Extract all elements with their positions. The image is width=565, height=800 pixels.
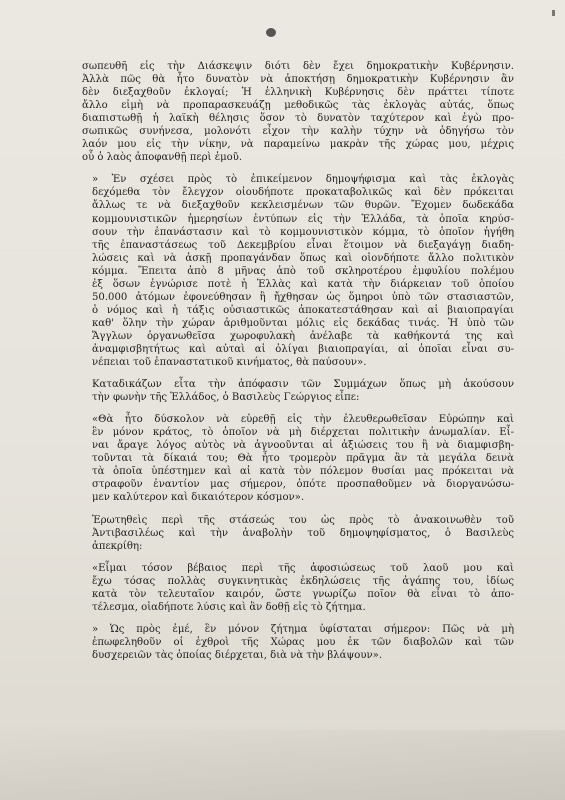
text-line: νέπειαι τοῦ ἐπαναστατικοῦ κινήματος, θὰ παύσουν».: [92, 357, 367, 369]
text-line: μεν καλύτερον καὶ δικαιότερον κόσμον».: [92, 492, 305, 504]
text-line: κόμμα. Ἔπειτα ἀπὸ 8 μῆνας ἀπὸ τοῦ σκληροτέρου ἐμφυλίου πολέμου: [92, 265, 514, 277]
text-line: σωπευθῆ εἰς τὴν Διάσκεψιν διότι δὲν ἔχει δημοκρατικὴν Κυβέρνησιν.: [82, 61, 514, 72]
text-line: σουν τὴν ἐπανάστασιν καὶ τὸ κομμουνιστικὸν κόμμα, τὸ ὁποῖον ἡγήθη: [92, 226, 514, 238]
text-line: ἀπεκρίθη:: [92, 540, 143, 552]
text-line: Καταδικάζων εἶτα τὴν ἀπόφασιν τῶν Συμμάχων ὅπως μὴ ἀκούσουν: [92, 379, 514, 391]
text-line: Ἐρωτηθεὶς περὶ τῆς στάσεώς του ὡς πρὸς τὸ ἀνακοινωθὲν τοῦ: [92, 514, 514, 526]
body-text: [82, 60, 514, 662]
text-line: δυσχερειῶν τὰς ὁποίας διέρχεται, διὰ νὰ τὴν βλάψουν».: [92, 649, 383, 661]
paragraph-5: [82, 514, 514, 553]
text-line: λαόν μου εἰς τὴν νίκην, νὰ παραμείνω μακρὰν τῆς χώρας μου, μέχρις: [82, 139, 514, 151]
text-line: «Θὰ ἦτο δύσκολον νὰ εὑρεθῇ εἰς τὴν ἐλευθερωθεῖσαν Εὐρώπην καὶ: [92, 414, 514, 426]
paragraph-2: [82, 173, 514, 369]
text-line: καθ' ὅλην τὴν χώραν ἀριθμοῦνται μόλις εἰς δεκάδας τινάς. Ἡ ὑπὸ τῶν: [92, 317, 514, 329]
text-line: ἄλλο εἰμὴ νὰ προπαρασκευάζῃ μεθοδικῶς τὰς ἐκλογὰς αὐτάς, ὅπως: [82, 100, 514, 112]
text-line: ἓν μόνον κράτος, τὸ ὁποῖον νὰ μὴ διέρχεται πολιτικὴν ἀνωμαλίαν. Εἶ-: [92, 427, 514, 439]
text-line: στραφοῦν ἐναντίον μας σήμερον, ὁπότε προσπαθοῦμεν νὰ διοργανώσω-: [92, 479, 514, 491]
text-line: τέλεσμα, οἱαδήποτε λύσις καὶ ἂν δοθῇ εἰς τὸ ζήτημα.: [92, 601, 366, 613]
text-line: ἐξ ὅσων ἐγνώρισε ποτὲ ἡ Ἑλλὰς καὶ κατὰ τὴν διάρκειαν τοῦ ὁποίου: [92, 278, 514, 290]
punch-hole-mark: [266, 28, 276, 37]
text-line: τοῦνται τὰ δίκαιά του; Θὰ ἦτο τρομερὸν πρᾶγμα ἂν τὰ μεγάλα δεινὰ: [92, 453, 514, 465]
text-line: κομμουνιστικῶν ἡμερησίων ἐντύπων εἰς τὴν Ἑλλάδα, τὰ ὁποῖα κηρύσ-: [92, 213, 514, 225]
text-line: Ἀλλὰ πῶς θὰ ἦτο δυνατὸν νὰ ἀποκτήσῃ δημοκρατικὴν Κυβέρνησιν ἂν: [82, 74, 514, 86]
page-fold-shadow: [0, 730, 565, 800]
text-line: ἐπωφεληθοῦν οἱ ἐχθροὶ τῆς Χώρας μου ἐκ τῶν διαβολῶν καὶ τῶν: [92, 636, 514, 648]
text-line: διαπιστωθῇ ἡ λαϊκὴ θέλησις ὅσον τὸ δυνατὸν ταχύτερον καὶ ἐγὼ προ-: [82, 113, 514, 125]
text-line: Ἄγγλων ὀργανωθεῖσα χωροφυλακὴ ἀνέλαβε τὰ καθήκοντά της καὶ: [92, 330, 514, 342]
text-line: » Ἐν σχέσει πρὸς τὸ ἐπικείμενον δημοψήφισμα καὶ τὰς ἐκλογὰς: [92, 174, 514, 186]
text-line: τὰ ὁποῖα ὑπέστημεν καὶ αἱ κατὰ τὸν πόλεμον θυσίαι μας πρόκειται νὰ: [92, 466, 514, 478]
text-line: δὲν διεξαχθοῦν ἐκλογαί; Ἡ ἑλληνικὴ Κυβέρνησις δὲν πράττει τίποτε: [82, 87, 514, 99]
text-line: » Ὡς πρὸς ἐμέ, ἓν μόνον ζήτημα ὑφίσταται σήμερον: Πῶς νὰ μὴ: [92, 623, 514, 635]
text-line: ὁ νόμος καὶ ἡ τάξις οὐσιαστικῶς ἀποκατεστάθησαν καὶ αἱ βιαιοπραγίαι: [92, 304, 514, 316]
text-line: ἀναμφισβητήτως καὶ αὐταὶ αἱ ὀλίγαι βιαιοπραγίαι, αἱ ὁποῖαι εἶναι συ-: [92, 343, 514, 355]
text-line: «Εἶμαι τόσον βέβαιος περὶ τῆς ἀφοσιώσεως τοῦ λαοῦ μου καὶ: [92, 562, 514, 574]
edge-mark: [552, 10, 555, 16]
text-line: ναι ἄραγε λόγος αὐτὸς νὰ ἀγνοοῦνται αἱ ἀξιώσεις του ἢ νὰ διαμφισβη-: [92, 440, 514, 452]
text-line: σωπικῶς συνήνεσα, μολονότι εἶχον τὴν καλὴν τύχην νὰ ὁδηγήσω τὸν: [82, 126, 514, 138]
text-line: τῆς ἐπαναστάσεως τοῦ Δεκεμβρίου εἶναι ἕτοιμον νὰ διεξαγάγῃ διαδη-: [92, 239, 514, 251]
paragraph-1: [82, 60, 514, 164]
text-line: ἔχω τόσας πολλὰς συγκινητικὰς ἐκδηλώσεις τῆς ἀγάπης του, ἰδίως: [92, 575, 514, 587]
text-line: κατὰ τὸν τελευταῖον καιρόν, ὥστε γνωρίζω ποῖον θὰ εἶναι τὸ ἀπο-: [92, 588, 514, 600]
text-line: οὗ ὁ λαὸς ἀποφανθῇ περὶ ἐμοῦ.: [82, 152, 243, 164]
text-line: τὴν φωνὴν τῆς Ἑλλάδος, ὁ Βασιλεὺς Γεώργιος εἶπε:: [92, 392, 360, 404]
text-line: Ἀντιβασιλέως καὶ τὴν ἀναβολὴν τοῦ δημοψηφίσματος, ὁ Βασιλεὺς: [92, 527, 514, 539]
paragraph-7: [82, 623, 514, 662]
text-line: ἄλλως τε νὰ διεξαχθοῦν κεκλεισμένων τῶν θυρῶν. Ἔχομεν δωδεκάδα: [92, 200, 514, 212]
text-line: δεχόμεθα τὸν ἔλεγχον οἱουδήποτε προκαταβολικῶς καὶ δὲν πρόκειται: [92, 187, 514, 199]
text-line: 50.000 ἀτόμων ἐφονεύθησαν ἢ ἤχθησαν ὡς ὅμηροι ὑπὸ τῶν στασιαστῶν,: [92, 291, 514, 303]
paragraph-4: [82, 413, 514, 504]
paragraph-3: [82, 378, 514, 404]
paragraph-6: [82, 562, 514, 614]
text-line: λώσεις καὶ νὰ ἀσκῇ προπαγάνδαν ὅπως καὶ οἱονδήποτε ἄλλο πολιτικὸν: [92, 252, 514, 264]
